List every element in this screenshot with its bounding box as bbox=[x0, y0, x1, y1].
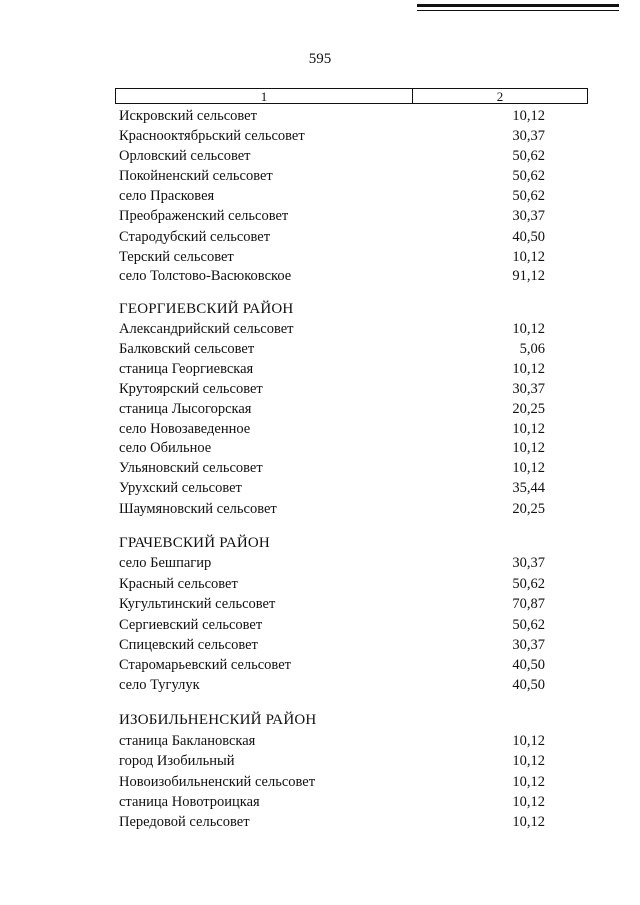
row-name: Терский сельсовет bbox=[119, 249, 234, 265]
row-value: 50,62 bbox=[512, 188, 545, 204]
row-value: 10,12 bbox=[512, 814, 545, 830]
row-name: Александрийский сельсовет bbox=[119, 321, 294, 337]
row-name: село Обильное bbox=[119, 440, 212, 456]
table-row bbox=[115, 553, 545, 573]
row-value: 30,37 bbox=[512, 637, 545, 653]
table-row bbox=[115, 227, 545, 247]
table-row bbox=[115, 675, 545, 695]
table-row bbox=[115, 574, 545, 594]
row-value: 30,37 bbox=[512, 381, 545, 397]
row-name: Передовой сельсовет bbox=[119, 814, 250, 830]
row-value: 50,62 bbox=[512, 617, 545, 633]
row-name: Спицевский сельсовет bbox=[119, 637, 258, 653]
table-row bbox=[115, 359, 545, 379]
table-row bbox=[115, 146, 545, 166]
table-row bbox=[115, 772, 545, 792]
table-row bbox=[115, 339, 545, 359]
page-number: 595 bbox=[308, 51, 332, 67]
row-name: Сергиевский сельсовет bbox=[119, 617, 263, 633]
table-row bbox=[115, 458, 545, 478]
table-row bbox=[115, 319, 545, 339]
row-name: село Тугулук bbox=[119, 677, 200, 693]
table-row bbox=[115, 266, 545, 286]
table-row bbox=[115, 594, 545, 614]
row-value: 10,12 bbox=[512, 108, 545, 124]
row-name: Стародубский сельсовет bbox=[119, 229, 271, 245]
row-name: село Толстово-Васюковское bbox=[119, 268, 292, 284]
section-heading: ИЗОБИЛЬНЕНСКИЙ РАЙОН bbox=[119, 712, 317, 728]
row-value: 10,12 bbox=[512, 421, 545, 437]
row-value: 30,37 bbox=[512, 555, 545, 571]
row-name: станица Лысогорская bbox=[119, 401, 252, 417]
row-value: 20,25 bbox=[512, 501, 545, 517]
table-header-col1: 1 bbox=[116, 89, 413, 103]
table-row bbox=[115, 419, 545, 439]
row-name: станица Георгиевская bbox=[119, 361, 254, 377]
table-row bbox=[115, 731, 545, 751]
table-row bbox=[115, 751, 545, 771]
row-name: Новоизобильненский сельсовет bbox=[119, 774, 316, 790]
row-value: 50,62 bbox=[512, 576, 545, 592]
row-name: станица Баклановская bbox=[119, 733, 256, 749]
table-row bbox=[115, 379, 545, 399]
row-name: село Бешпагир bbox=[119, 555, 212, 571]
row-value: 50,62 bbox=[512, 148, 545, 164]
row-value: 10,12 bbox=[512, 440, 545, 456]
row-value: 5,06 bbox=[519, 341, 545, 357]
row-value: 91,12 bbox=[512, 268, 545, 284]
table-row bbox=[115, 812, 545, 832]
row-value: 70,87 bbox=[512, 596, 545, 612]
row-value: 35,44 bbox=[512, 480, 545, 496]
row-value: 10,12 bbox=[512, 774, 545, 790]
row-name: Крутоярский сельсовет bbox=[119, 381, 263, 397]
table-row bbox=[115, 186, 545, 206]
row-value: 30,37 bbox=[512, 208, 545, 224]
row-name: Урухский сельсовет bbox=[119, 480, 242, 496]
row-value: 50,62 bbox=[512, 168, 545, 184]
table-row bbox=[115, 126, 545, 146]
row-name: Краснооктябрьский сельсовет bbox=[119, 128, 305, 144]
table-row bbox=[115, 206, 545, 226]
row-value: 10,12 bbox=[512, 794, 545, 810]
row-name: Преображенский сельсовет bbox=[119, 208, 289, 224]
row-name: Покойненский сельсовет bbox=[119, 168, 273, 184]
row-name: станица Новотроицкая bbox=[119, 794, 260, 810]
row-value: 10,12 bbox=[512, 321, 545, 337]
table-row bbox=[115, 438, 545, 458]
row-value: 10,12 bbox=[512, 249, 545, 265]
table-row bbox=[115, 247, 545, 267]
row-name: Шаумяновский сельсовет bbox=[119, 501, 277, 517]
section-heading: ГРАЧЕВСКИЙ РАЙОН bbox=[119, 535, 270, 551]
row-name: Старомарьевский сельсовет bbox=[119, 657, 291, 673]
row-name: Балковский сельсовет bbox=[119, 341, 255, 357]
row-name: село Новозаведенное bbox=[119, 421, 251, 437]
row-value: 40,50 bbox=[512, 677, 545, 693]
row-value: 30,37 bbox=[512, 128, 545, 144]
table-row bbox=[115, 478, 545, 498]
row-value: 10,12 bbox=[512, 733, 545, 749]
row-value: 20,25 bbox=[512, 401, 545, 417]
table-row bbox=[115, 499, 545, 519]
row-name: Искровский сельсовет bbox=[119, 108, 257, 124]
row-name: Кугультинский сельсовет bbox=[119, 596, 276, 612]
table-row bbox=[115, 106, 545, 126]
row-value: 40,50 bbox=[512, 229, 545, 245]
row-value: 10,12 bbox=[512, 753, 545, 769]
row-value: 40,50 bbox=[512, 657, 545, 673]
row-name: город Изобильный bbox=[119, 753, 235, 769]
table-row bbox=[115, 635, 545, 655]
table-row bbox=[115, 655, 545, 675]
table-row bbox=[115, 615, 545, 635]
row-value: 10,12 bbox=[512, 460, 545, 476]
row-value: 10,12 bbox=[512, 361, 545, 377]
table-row bbox=[115, 166, 545, 186]
row-name: село Прасковея bbox=[119, 188, 215, 204]
table-row bbox=[115, 792, 545, 812]
table-header-col2: 2 bbox=[496, 89, 504, 104]
row-name: Орловский сельсовет bbox=[119, 148, 251, 164]
row-name: Красный сельсовет bbox=[119, 576, 238, 592]
row-name: Ульяновский сельсовет bbox=[119, 460, 263, 476]
section-heading: ГЕОРГИЕВСКИЙ РАЙОН bbox=[119, 301, 294, 317]
table-row bbox=[115, 399, 545, 419]
